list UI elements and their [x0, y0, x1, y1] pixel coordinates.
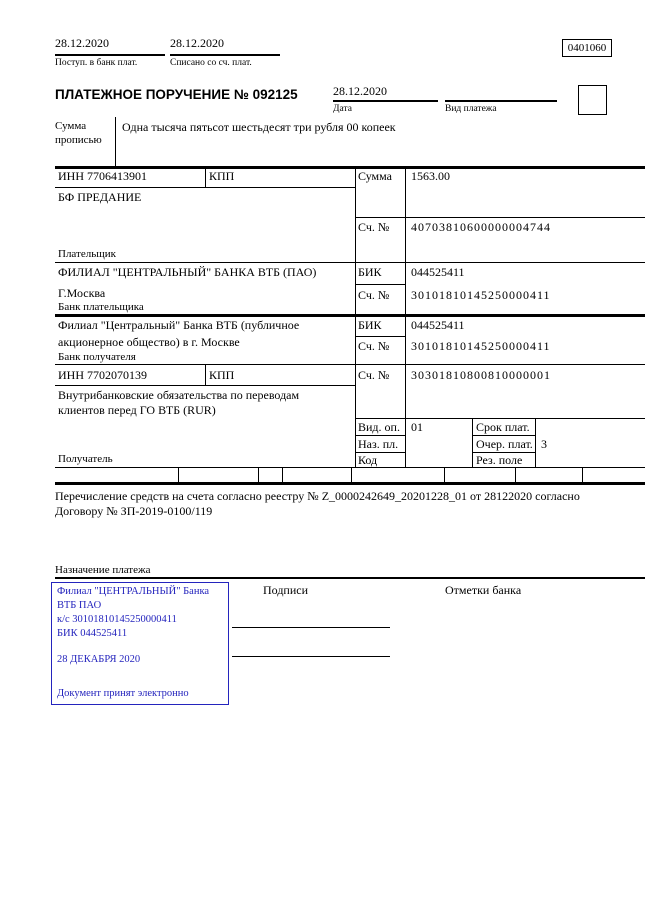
stamp-status: Документ принят электронно	[57, 688, 189, 699]
sum-label: Сумма	[358, 169, 392, 183]
table-border	[355, 336, 405, 337]
form-code-box: 0401060	[562, 39, 612, 57]
op-type-value: 01	[411, 420, 423, 434]
table-border	[282, 467, 283, 482]
payee-bank-account-value: 30101810145250000411	[411, 339, 551, 353]
payee-bank-bik-value: 044525411	[411, 318, 465, 332]
received-in-bank-date: 28.12.2020	[55, 36, 109, 50]
table-border	[535, 418, 536, 467]
amount-words-label-2: прописью	[55, 134, 102, 146]
received-date-underline	[55, 54, 165, 56]
payee-name-2: клиентов перед ГО ВТБ (RUR)	[58, 403, 216, 417]
order-label: Очер. плат.	[476, 437, 533, 451]
payer-bank-name-1: ФИЛИАЛ "ЦЕНТРАЛЬНЫЙ" БАНКА ВТБ (ПАО)	[58, 265, 317, 279]
table-border	[351, 467, 352, 482]
op-type-label: Вид. оп.	[358, 420, 400, 434]
payer-bank-bik-label: БИК	[358, 265, 382, 279]
payer-name: БФ ПРЕДАНИЕ	[58, 190, 142, 204]
date-label: Дата	[333, 104, 352, 114]
table-border	[205, 364, 206, 385]
debited-date-underline	[170, 54, 280, 56]
table-border	[355, 217, 645, 218]
payment-kind-checkbox	[578, 85, 607, 115]
amount-words-divider	[115, 117, 116, 166]
purpose-code-label: Наз. пл.	[358, 437, 399, 451]
debited-label: Списано со сч. плат.	[170, 58, 252, 68]
payer-bank-account-value: 30101810145250000411	[411, 288, 551, 302]
table-border	[472, 435, 535, 436]
table-border	[55, 482, 645, 485]
payee-bank-name-1: Филиал "Центральный" Банка ВТБ (публичное	[58, 318, 300, 332]
bank-electronic-stamp	[51, 582, 229, 705]
payer-account-value: 40703810600000004744	[411, 220, 551, 234]
amount-in-words: Одна тысяча пятьсот шестьдесят три рубля 00 копеек	[122, 120, 396, 134]
payee-bank-name-2: акционерное общество) в г. Москве	[58, 335, 240, 349]
stamp-bik: БИК 044525411	[57, 628, 128, 639]
table-border	[55, 364, 645, 365]
payee-section-label: Получатель	[58, 453, 113, 465]
stamp-date: 28 ДЕКАБРЯ 2020	[57, 654, 141, 665]
payment-kind-underline	[445, 100, 557, 102]
bank-marks-label: Отметки банка	[445, 583, 522, 597]
payer-inn: ИНН 7706413901	[58, 169, 147, 183]
payment-kind-label: Вид платежа	[445, 104, 497, 114]
table-border	[355, 284, 405, 285]
document-date: 28.12.2020	[333, 84, 387, 98]
payee-account-value: 30301810800810000001	[411, 368, 551, 382]
amount-words-label-1: Сумма	[55, 120, 87, 132]
payee-bank-account-label: Сч. №	[358, 339, 390, 353]
table-border	[515, 467, 516, 482]
table-border	[472, 418, 473, 467]
table-border	[258, 467, 259, 482]
table-border	[205, 166, 206, 187]
table-border	[55, 187, 355, 188]
stamp-bank-name-2: ВТБ ПАО	[57, 600, 102, 611]
term-label: Срок плат.	[476, 420, 530, 434]
table-border	[355, 166, 356, 467]
table-border	[55, 314, 645, 317]
table-border	[444, 467, 445, 482]
table-border	[55, 467, 645, 468]
signatures-label: Подписи	[263, 583, 309, 597]
table-border	[355, 435, 405, 436]
purpose-line-1: Перечисление средств на счета согласно реестру № Z_0000242649_20201228_01 от 28122020 согласно	[55, 489, 580, 503]
payee-account-label: Сч. №	[358, 368, 390, 382]
sum-value: 1563.00	[411, 169, 450, 183]
stamp-bank-name-1: Филиал "ЦЕНТРАЛЬНЫЙ" Банка	[57, 586, 210, 597]
payer-bank-section-label: Банк плательщика	[58, 301, 144, 313]
code-label: Код	[358, 453, 378, 467]
purpose-section-label: Назначение платежа	[55, 564, 151, 576]
order-value: 3	[541, 437, 547, 451]
reserve-label: Рез. поле	[476, 453, 523, 467]
payer-bank-account-label: Сч. №	[358, 288, 390, 302]
table-border	[582, 467, 583, 482]
signature-line	[232, 656, 390, 657]
date-underline	[333, 100, 438, 102]
table-border	[55, 262, 645, 263]
payer-bank-bik-value: 044525411	[411, 265, 465, 279]
table-border	[178, 467, 179, 482]
payee-inn: ИНН 7702070139	[58, 368, 147, 382]
stamp-corr-account: к/с 30101810145250000411	[57, 614, 177, 625]
payer-section-label: Плательщик	[58, 248, 116, 260]
table-border	[355, 418, 645, 419]
signature-line	[232, 627, 390, 628]
payee-name-1: Внутрибанковские обязательства по переводам	[58, 388, 300, 402]
debited-date: 28.12.2020	[170, 36, 224, 50]
payer-kpp-label: КПП	[209, 169, 235, 183]
table-border	[405, 166, 406, 467]
table-border	[55, 385, 355, 386]
received-in-bank-label: Поступ. в банк плат.	[55, 58, 138, 68]
table-border	[55, 577, 645, 579]
payee-kpp-label: КПП	[209, 368, 235, 382]
payer-account-label: Сч. №	[358, 220, 390, 234]
document-title: ПЛАТЕЖНОЕ ПОРУЧЕНИЕ № 092125	[55, 87, 298, 102]
payee-bank-section-label: Банк получателя	[58, 351, 136, 363]
payee-bank-bik-label: БИК	[358, 318, 382, 332]
payer-bank-name-2: Г.Москва	[58, 286, 106, 300]
purpose-line-2: Договору № ЗП-2019-0100/119	[55, 504, 213, 518]
